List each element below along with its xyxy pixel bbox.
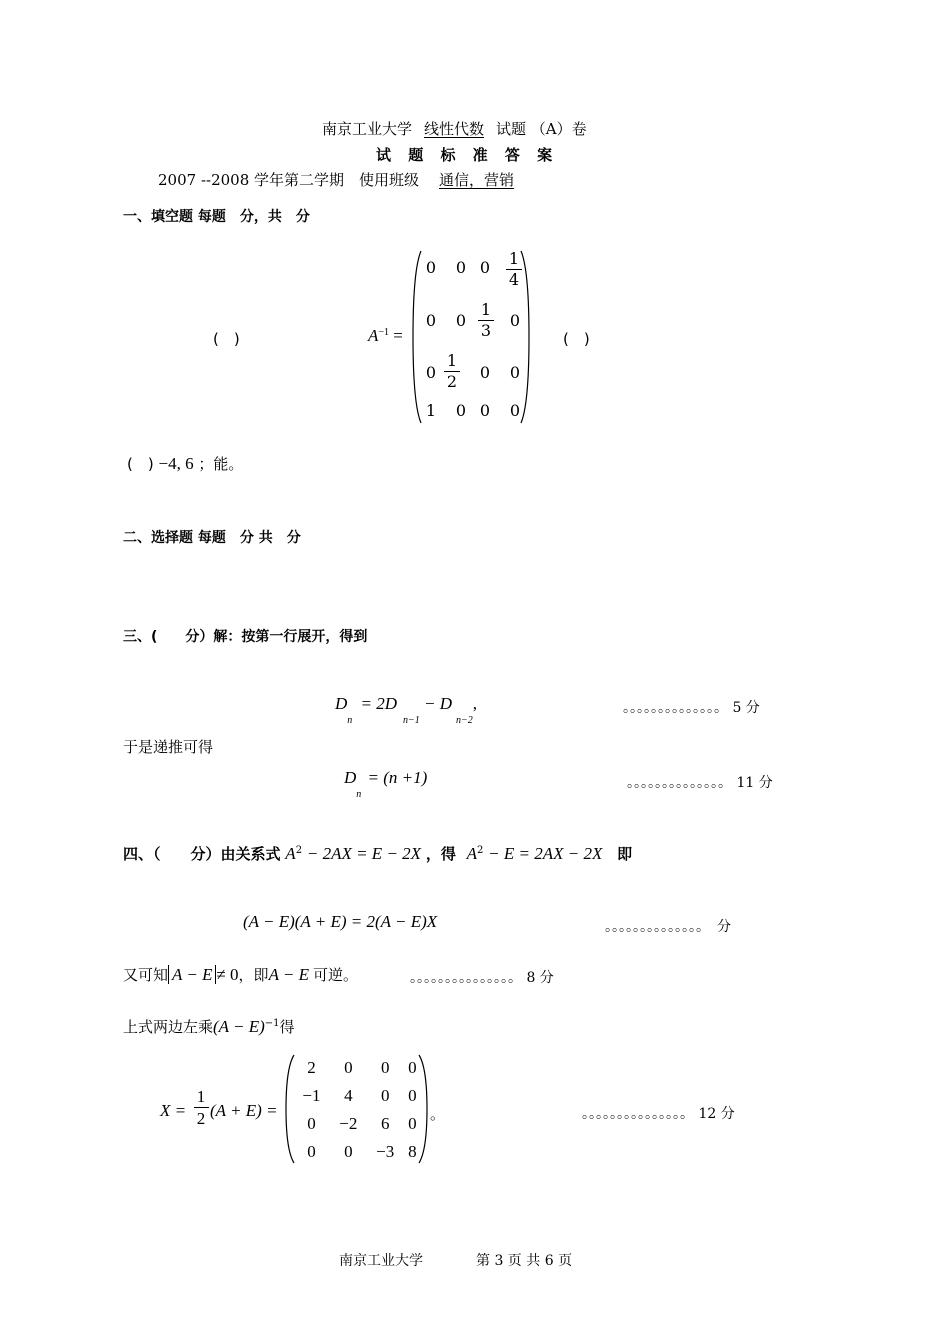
x-end-period: 。	[430, 1105, 446, 1123]
matrix-var: A	[368, 326, 379, 345]
matrix-eq: =	[393, 326, 403, 345]
mx-r4-c2: 0	[344, 1142, 353, 1161]
s4-sup1: 2	[295, 845, 303, 856]
s4-title-b: ，得	[425, 845, 456, 863]
header-line2: 试 题 标 准 答 案	[376, 146, 559, 164]
s4-a1: A	[285, 844, 296, 863]
m1-r1-c3: 0	[479, 258, 491, 277]
invertible-text-c: 可逆。	[313, 966, 359, 984]
footer-school: 南京工业大学	[339, 1253, 423, 1269]
mx-r2-c2: 4	[344, 1086, 353, 1105]
mx-r1-c4: 0	[408, 1058, 417, 1077]
class-info: 通信，营销	[439, 171, 515, 189]
mx-r1-c3: 0	[380, 1058, 390, 1077]
section2-title: 二、选择题 每题 分 共 分	[123, 530, 301, 546]
mx-r4-c4: 8	[408, 1142, 417, 1161]
score-11: 。。。。。。。。。。。。。。 11 分	[627, 775, 773, 791]
m1-r2-c2: 0	[455, 311, 467, 330]
blank-item-3	[127, 453, 243, 474]
left-multiply-sup: −1	[264, 1018, 280, 1029]
matrix-sup: −1	[378, 327, 390, 338]
mx-r3-c4: 0	[408, 1114, 417, 1133]
course-name: 线性代数	[424, 120, 485, 138]
s4-eq1: − 2AX = E − 2X	[306, 844, 422, 863]
m1-r3-c4: 0	[509, 363, 521, 382]
footer-page: 第 3 页 共 6 页	[476, 1253, 573, 1269]
half-den: 2	[196, 1109, 206, 1128]
left-multiply-tail: 得	[279, 1018, 295, 1036]
eq1-d: D	[335, 694, 348, 713]
eq1-comma: ,	[472, 694, 478, 713]
header-line1	[322, 118, 587, 139]
mx-r2-c4: 0	[408, 1086, 417, 1105]
score-12: 。。。。。。。。。。。。。。。 12 分	[582, 1106, 735, 1122]
school-name: 南京工业大学	[322, 120, 413, 138]
section1-title: 一、填空题 每题 分，共 分	[123, 209, 310, 225]
m1-r3-c2: $\frac{1}{2}$	[440, 351, 464, 390]
invertible-expr: A − E	[268, 965, 309, 984]
header-line3	[158, 169, 548, 190]
eq1-n1: n−1	[403, 715, 420, 726]
m1-r2-c4: 0	[509, 311, 521, 330]
m1-r2-c1: 0	[425, 311, 437, 330]
s4-sup2: 2	[477, 845, 484, 856]
left-multiply-text: 上式两边左乘	[123, 1018, 214, 1036]
m1-r1-c1: 0	[425, 258, 437, 277]
invertible-text-b: ，即	[238, 966, 269, 984]
eq1-minus: − D	[424, 694, 453, 713]
determinant: A − E	[168, 965, 216, 984]
recurrence-equation	[335, 694, 478, 726]
mx-r4-c3: −3	[376, 1142, 395, 1161]
one-half	[193, 1088, 209, 1127]
m1-r4-c2: 0	[455, 401, 467, 420]
not-equal-zero: ≠ 0	[216, 965, 239, 984]
eq1-mid: = 2D	[360, 694, 398, 713]
blank-item-1: ( )	[213, 330, 240, 348]
mx-r4-c1: 0	[307, 1142, 316, 1161]
eq2-n: n	[356, 789, 362, 800]
eq1-n2: n−2	[456, 715, 473, 726]
result-equation	[344, 768, 428, 800]
factor-equation: (A − E)(A + E) = 2(A − E)X	[243, 912, 438, 931]
m1-r1-c2: 0	[455, 258, 467, 277]
m1-r4-c1: 1	[425, 401, 437, 420]
s4-a2: A	[466, 844, 478, 863]
left-multiply-line	[123, 1016, 295, 1037]
eq2-d: D	[344, 768, 357, 787]
m1-r1-c4: $\frac{1}{4}$	[502, 249, 526, 288]
matrix-x	[285, 1054, 428, 1164]
eq1-n: n	[347, 715, 353, 726]
matrix-label	[368, 326, 403, 346]
mx-r3-c3: 6	[380, 1114, 390, 1133]
x-mid: (A + E) =	[210, 1101, 278, 1120]
m1-r4-c3: 0	[479, 401, 491, 420]
blank-item-2: ( )	[563, 330, 590, 348]
semester-info: 2007 --2008 学年第二学期 使用班级	[158, 171, 420, 189]
mx-r1-c1: 2	[307, 1058, 316, 1077]
invertible-line	[123, 964, 358, 985]
matrix-a-inverse	[412, 250, 530, 424]
mx-r3-c1: 0	[307, 1114, 316, 1133]
invertible-text-a: 又可知	[123, 966, 169, 984]
exam-paper-label: 试题 （A）卷	[496, 120, 587, 138]
m1-r3-c1: 0	[425, 363, 437, 382]
matrix-x-table	[293, 1054, 421, 1166]
score-blank: 。。。。。。。。。。。。。。 分	[605, 919, 731, 935]
recursion-text: 于是递推可得	[123, 738, 214, 756]
item3-paren: ( )	[127, 455, 154, 473]
s4-eq2: − E = 2AX − 2X	[488, 844, 603, 863]
eq2-rhs: = (n +1)	[367, 768, 428, 787]
section4-title	[123, 843, 632, 864]
mx-r2-c3: 0	[380, 1086, 390, 1105]
m1-r3-c3: 0	[479, 363, 491, 382]
mx-r1-c2: 0	[344, 1058, 353, 1077]
m1-r4-c4: 0	[509, 401, 521, 420]
mx-r3-c2: −2	[339, 1114, 358, 1133]
m1-r2-c3: $\frac{1}{3}$	[474, 300, 498, 339]
s4-title-c: 即	[617, 845, 633, 863]
half-num: 1	[194, 1088, 209, 1108]
left-multiply-expr: (A − E)	[213, 1017, 265, 1036]
mx-r2-c1: −1	[302, 1086, 321, 1105]
section3-title: 三、( 分）解：按第一行展开，得到	[123, 629, 368, 645]
score-5: 。。。。。。。。。。。。。。 5 分	[623, 700, 760, 716]
score-8: 。。。。。。。。。。。。。。。 8 分	[410, 970, 554, 986]
item3-tail: ；能。	[198, 455, 244, 473]
x-equals: X =	[160, 1101, 187, 1120]
s4-title-a: 四、（ 分）由关系式	[123, 845, 281, 863]
item3-answer: −4, 6	[158, 454, 194, 473]
